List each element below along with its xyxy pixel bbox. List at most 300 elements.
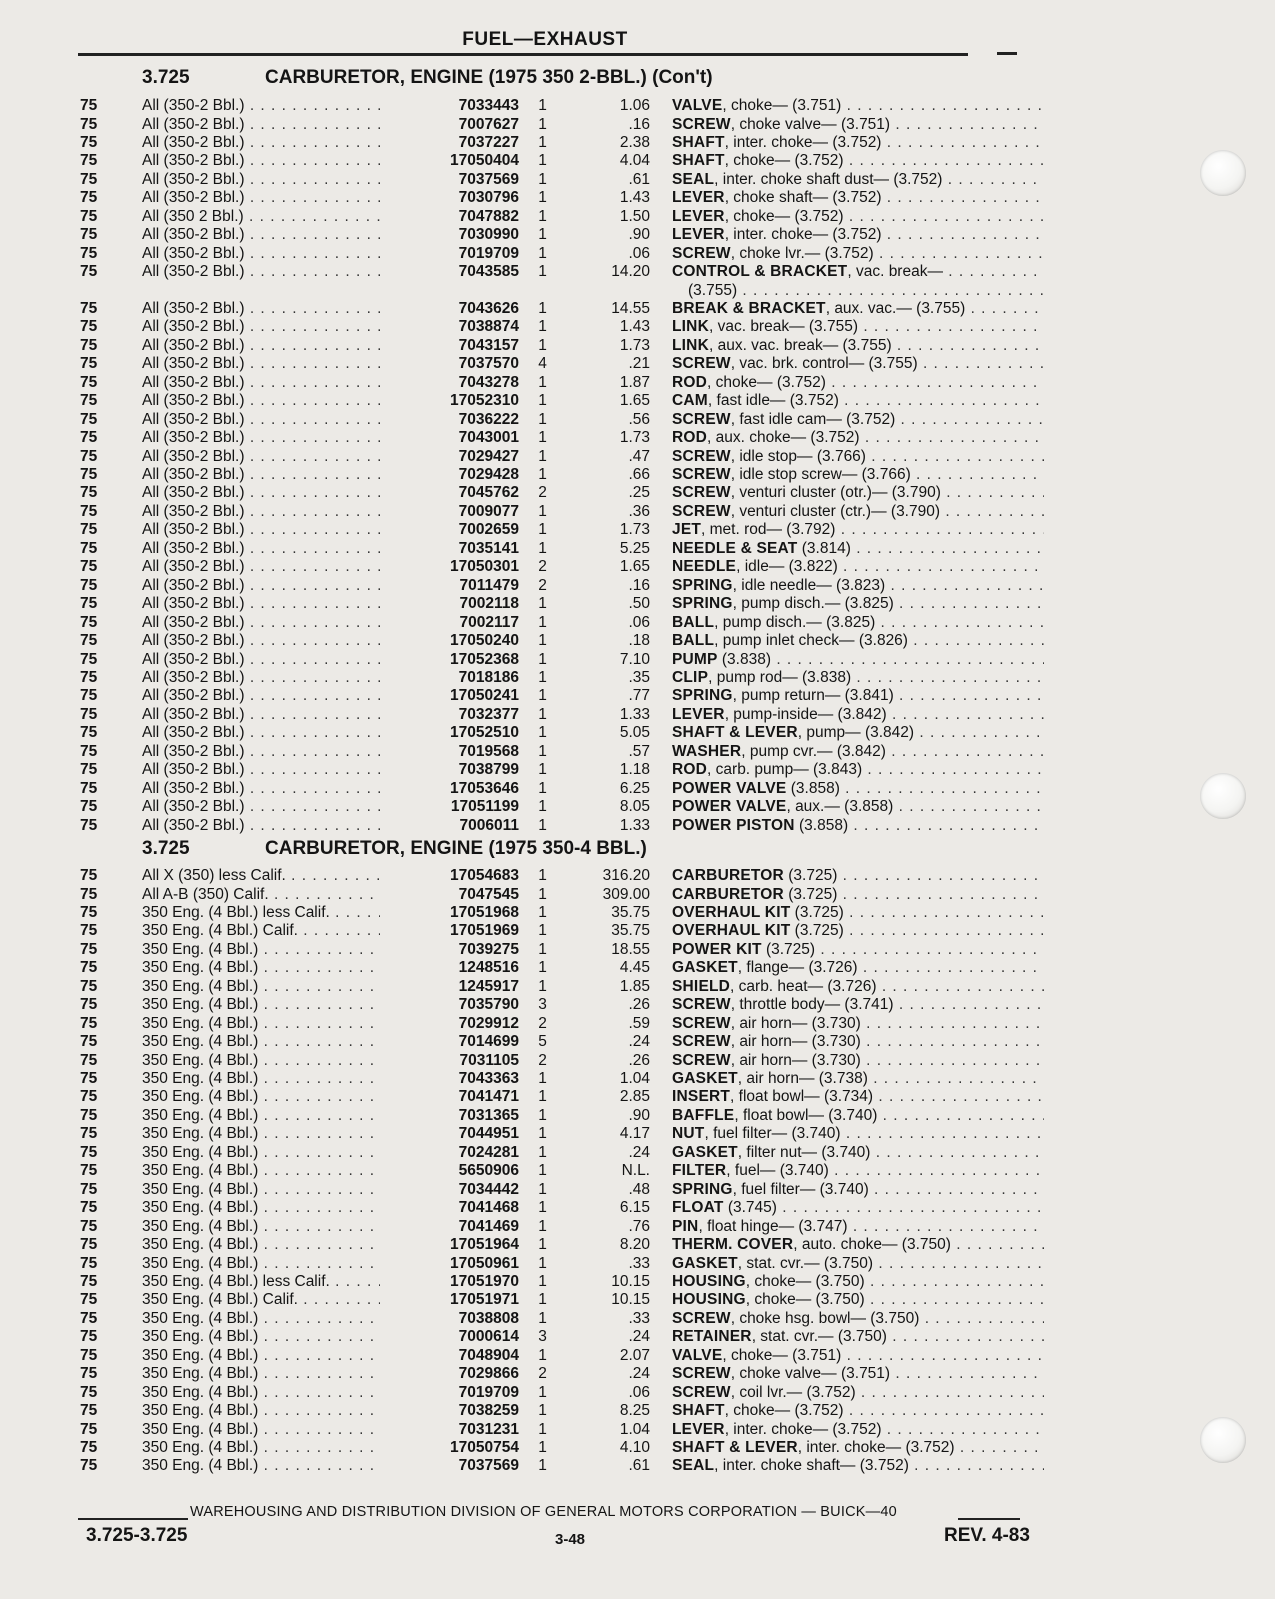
model-year: 75 [80,1420,98,1438]
table-row [0,921,1100,940]
quantity: 1 [538,1217,547,1235]
part-name: SCREW [672,1365,731,1383]
part-name: SEAL [672,1457,715,1475]
part-number: 7032377 [380,705,519,724]
part-name: SCREW [672,1051,731,1069]
part-detail: , pump-inside— (3.842) [724,705,887,723]
part-number: 17051964 [380,1235,519,1254]
part-number: 7043157 [380,336,519,355]
quantity: 1 [538,798,547,816]
model-year: 75 [80,226,98,244]
table-row [0,1401,1100,1420]
application: All (350-2 Bbl.) . . . [142,299,412,318]
part-detail: , pump cvr.— (3.842) [741,742,886,760]
application: 350 Eng. (4 Bbl.) Calif. . . . [142,921,412,940]
price: .24 [628,1365,650,1383]
part-description [672,207,1044,226]
application: All (350-2 Bbl.) . . . [142,686,412,705]
part-number: 7043001 [380,428,519,447]
part-number: 7033443 [380,96,519,115]
application: All (350-2 Bbl.) . . . [142,373,412,392]
part-description [672,317,1044,336]
part-name: VALVE [672,97,723,114]
quantity: 1 [538,466,547,483]
model-year: 75 [80,996,98,1014]
application: 350 Eng. (4 Bbl.) . . . [142,1364,412,1383]
part-detail: , float hinge— (3.747) [698,1217,848,1235]
price: 1.33 [619,705,650,723]
part-description [672,336,1044,355]
table-row [0,1272,1100,1291]
part-detail: , flange— (3.726) [737,959,858,977]
part-name: SCREW [672,355,731,373]
price: 6.15 [619,1199,650,1217]
model-year: 75 [80,1236,98,1253]
part-detail: , choke— (3.752) [724,207,844,225]
part-detail: , inter. choke— (3.752) [724,226,882,244]
footer-division-line [78,1504,1020,1524]
part-description [672,1364,1044,1383]
part-description [672,995,1044,1014]
quantity: 1 [538,816,547,834]
application: 350 Eng. (4 Bbl.) . . . [142,1456,412,1475]
price: .50 [628,595,650,613]
part-detail: , met. rod— (3.792) [701,521,836,539]
application: All (350-2 Bbl.) . . . [142,760,412,779]
part-name: LEVER [672,705,725,723]
part-description [672,1124,1044,1143]
application: 350 Eng. (4 Bbl.) . . . [142,995,412,1014]
part-number: 7039275 [380,940,519,959]
part-description [672,354,1044,373]
quantity: 1 [538,1457,547,1475]
price: 1.06 [619,97,650,114]
part-detail: , venturi cluster (otr.)— (3.790) [730,484,941,502]
price: 1.43 [619,189,650,207]
part-number: 7041471 [380,1087,519,1106]
part-description [672,1106,1044,1125]
part-number: 17051971 [380,1290,519,1309]
model-year: 75 [80,595,98,613]
part-description [672,1069,1044,1088]
model-year: 75 [80,447,98,465]
model-year: 75 [80,189,98,207]
table-row [0,1198,1100,1217]
part-detail: , pump rod— (3.838) [708,668,852,686]
part-name: NEEDLE [672,558,737,576]
part-number: 7007627 [380,115,519,134]
application: All (350-2 Bbl.) . . . [142,797,412,816]
part-detail: , inter. choke— (3.752) [724,133,882,151]
application: 350 Eng. (4 Bbl.) . . . [142,1032,412,1051]
part-description [672,686,1044,705]
part-number: 7043585 [380,262,519,281]
quantity: 1 [538,1309,547,1327]
model-year: 75 [80,668,98,686]
quantity: 1 [538,115,547,133]
part-detail: , air horn— (3.730) [730,1014,861,1032]
price: .24 [628,1328,650,1346]
table-row [0,1290,1100,1309]
quantity: 1 [538,1402,547,1419]
section-heading [0,838,1100,864]
table-row [0,1180,1100,1199]
part-name: SCREW [672,1033,731,1050]
part-description [672,576,1044,595]
part-name: SPRING [672,595,733,613]
price: .61 [628,1457,650,1475]
part-description [672,225,1044,244]
quantity: 2 [538,1051,547,1069]
part-number: 7044951 [380,1124,519,1143]
price: 10.15 [611,1291,650,1309]
application: All (350-2 Bbl.) . . . [142,262,412,281]
table-row [0,866,1100,885]
part-description [672,1198,1044,1217]
part-detail: , choke— (3.752) [707,373,826,391]
price: .90 [628,226,650,244]
model-year: 75 [80,1254,98,1272]
model-year: 75 [80,867,98,884]
part-name: BALL [672,632,715,649]
application: 350 Eng. (4 Bbl.) . . . [142,1161,412,1180]
part-detail: (3.725) [790,903,844,921]
part-number: 1248516 [380,958,519,977]
part-detail: , pump return— (3.841) [732,687,894,705]
quantity: 1 [538,1254,547,1272]
price: .33 [628,1309,650,1327]
part-name: VALVE [672,1346,723,1364]
price: 35.75 [611,922,650,940]
quantity: 1 [538,1272,547,1290]
price: .77 [628,687,650,705]
footer-section-range: 3.725-3.725 [86,1525,188,1546]
part-detail: , aux. vac. break— (3.755) [708,336,892,354]
quantity: 1 [538,1143,547,1161]
part-description [672,1309,1044,1328]
price: 1.65 [619,558,650,576]
part-description [672,1383,1044,1402]
part-description [672,977,1044,996]
table-row [0,576,1100,595]
quantity: 1 [538,1438,547,1456]
model-year: 75 [80,133,98,151]
part-number: 7019568 [380,742,519,761]
quantity: 1 [538,977,547,995]
price: 4.45 [619,959,650,977]
model-year: 75 [80,959,98,977]
part-number: 7035141 [380,539,519,558]
part-number: 7037227 [380,133,519,152]
part-number: 7038874 [380,317,519,336]
part-name: PUMP [672,650,718,668]
part-name: POWER KIT [672,940,762,958]
table-row [0,1143,1100,1162]
model-year: 75 [80,650,98,668]
footer-rule-left [78,1518,188,1520]
application: All (350-2 Bbl.) . . . [142,447,412,466]
table-row [0,1438,1100,1457]
section-heading [0,67,1100,93]
table-row [0,1309,1100,1328]
application: All (350 2 Bbl.) . . . [142,207,412,226]
part-name: SCREW [672,447,731,465]
table-row [0,1383,1100,1402]
table-row [0,539,1100,558]
quantity: 1 [538,779,547,797]
part-detail: , vac. break— [847,263,943,280]
part-name: CLIP [672,668,709,686]
part-name: SHAFT [672,152,725,170]
quantity: 1 [538,1420,547,1438]
quantity: 1 [538,410,547,428]
model-year: 75 [80,779,98,797]
part-number: 17052510 [380,723,519,742]
part-description [672,1051,1044,1070]
quantity: 1 [538,687,547,705]
footer-page-number: 3-48 [555,1531,586,1548]
price: .06 [628,244,650,262]
application: All (350-2 Bbl.) . . . [142,465,412,484]
part-description [672,1438,1044,1457]
part-number: 7030796 [380,188,519,207]
part-number: 7034442 [380,1180,519,1199]
model-year: 75 [80,373,98,391]
table-row [0,903,1100,922]
model-year: 75 [80,1438,98,1456]
quantity: 1 [538,1180,547,1198]
part-detail: (3.814) [797,539,851,557]
part-number: 7014699 [380,1032,519,1051]
part-name: THERM. COVER [672,1236,794,1253]
application: All (350-2 Bbl.) . . . [142,410,412,429]
quantity: 1 [538,502,547,520]
part-detail: , pump— (3.842) [797,724,915,742]
table-row [0,244,1100,263]
part-description [672,262,1044,281]
model-year: 75 [80,705,98,723]
part-detail: , idle stop screw— (3.766) [730,466,911,483]
part-detail: , idle— (3.822) [736,558,838,576]
application: All (350-2 Bbl.) . . . [142,705,412,724]
part-number: 7043626 [380,299,519,318]
part-description [672,1014,1044,1033]
model-year: 75 [80,263,98,280]
price: 1.85 [619,977,650,995]
model-year: 75 [80,1457,98,1475]
part-name: POWER PISTON [672,816,795,834]
part-number: 17052310 [380,391,519,410]
quantity: 1 [538,650,547,668]
part-name: ROD [672,373,708,391]
part-detail: , inter. choke— (3.752) [724,1420,882,1438]
application: All (350-2 Bbl.) . . . [142,631,412,650]
table-row [0,977,1100,996]
part-detail: , fuel filter— (3.740) [704,1125,841,1143]
quantity: 1 [538,429,547,447]
part-detail: (3.725) [790,922,844,940]
table-row [0,391,1100,410]
price: .33 [628,1254,650,1272]
part-detail: (3.745) [723,1199,777,1217]
part-detail: , fast idle cam— (3.752) [730,410,896,428]
model-year: 75 [80,539,98,557]
application: All (350-2 Bbl.) . . . [142,483,412,502]
section-number: 3.725 [142,838,190,859]
table-row [0,797,1100,816]
application: 350 Eng. (4 Bbl.) . . . [142,1051,412,1070]
application: 350 Eng. (4 Bbl.) . . . [142,1198,412,1217]
part-description [672,115,1044,134]
quantity: 1 [538,207,547,225]
quantity: 1 [538,152,547,170]
part-detail: (3.858) [794,816,849,834]
application: 350 Eng. (4 Bbl.) . . . [142,1217,412,1236]
price: .48 [628,1180,650,1198]
footer-division: WAREHOUSING AND DISTRIBUTION DIVISION OF GENERAL MOTORS CORPORATION — BUICK—40 [190,1504,897,1520]
quantity: 1 [538,742,547,760]
part-number: 17050241 [380,686,519,705]
part-description [672,650,1044,669]
table-row [0,1346,1100,1365]
part-description [672,921,1044,940]
price: 2.38 [619,133,650,151]
application: 350 Eng. (4 Bbl.) . . . [142,977,412,996]
application: All (350-2 Bbl.) . . . [142,668,412,687]
quantity: 1 [538,1070,547,1087]
price: 2.07 [619,1346,650,1364]
quantity: 1 [538,1125,547,1143]
header-rule [78,53,968,56]
model-year: 75 [80,1217,98,1235]
part-number: 7041468 [380,1198,519,1217]
application: All (350-2 Bbl.) . . . [142,594,412,613]
part-description [672,816,1044,835]
part-detail: , pump disch.— (3.825) [732,595,894,613]
quantity: 1 [538,940,547,958]
part-detail: , float bowl— (3.734) [730,1088,874,1106]
part-number: 17050301 [380,557,519,576]
part-description [672,520,1044,539]
quantity: 1 [538,922,547,940]
application: 350 Eng. (4 Bbl.) . . . [142,1180,412,1199]
part-detail: (3.725) [761,940,816,958]
part-description [672,188,1044,207]
part-name: SHAFT & LEVER [672,1438,798,1456]
model-year: 75 [80,1125,98,1143]
application: All (350-2 Bbl.) . . . [142,354,412,373]
price: .16 [628,115,650,133]
application: 350 Eng. (4 Bbl.) . . . [142,1087,412,1106]
part-description [672,958,1044,977]
part-description [672,428,1044,447]
table-row [0,613,1100,632]
application: 350 Eng. (4 Bbl.) . . . [142,940,412,959]
table-row [0,465,1100,484]
part-description [672,1235,1044,1254]
price: 316.20 [602,867,650,884]
part-detail: (3.725) [783,885,838,903]
part-description [672,742,1044,761]
part-detail: , choke— (3.752) [724,1402,844,1419]
part-detail: (3.838) [717,650,772,668]
table-row [0,447,1100,466]
part-detail: , aux.— (3.858) [786,798,894,816]
part-description [672,594,1044,613]
price: .24 [628,1033,650,1050]
model-year: 75 [80,613,98,631]
model-year: 75 [80,410,98,428]
part-detail: , choke— (3.751) [722,1346,842,1364]
application: 350 Eng. (4 Bbl.) . . . [142,1235,412,1254]
model-year: 75 [80,299,98,317]
part-detail: , aux. vac.— (3.755) [825,299,966,317]
model-year: 75 [80,429,98,447]
price: .36 [628,502,650,520]
table-row [0,207,1100,226]
part-description [672,410,1044,429]
part-number: 17051970 [380,1272,519,1291]
quantity: 2 [538,558,547,576]
part-detail: , choke— (3.751) [722,97,842,114]
header-dash [997,52,1017,55]
part-number: 7038799 [380,760,519,779]
table-row [0,594,1100,613]
part-description [672,1180,1044,1199]
part-name: CARBURETOR [672,867,784,884]
quantity: 1 [538,595,547,613]
application: All (350-2 Bbl.) . . . [142,133,412,152]
part-number: 7036222 [380,410,519,429]
quantity: 2 [538,1014,547,1032]
table-row [0,760,1100,779]
part-name: GASKET [672,1070,738,1087]
table-row [0,995,1100,1014]
quantity: 4 [538,355,547,373]
application: All (350-2 Bbl.) . . . [142,188,412,207]
application: All (350-2 Bbl.) . . . [142,244,412,263]
part-name: ROD [672,429,708,447]
table-row [0,1161,1100,1180]
part-detail: , choke— (3.750) [745,1291,865,1309]
model-year: 75 [80,170,98,188]
table-row [0,428,1100,447]
model-year: 75 [80,742,98,760]
application: 350 Eng. (4 Bbl.) less Calif. . . . [142,1272,412,1291]
model-year: 75 [80,761,98,779]
price: 14.55 [611,299,650,317]
part-number: 1245917 [380,977,519,996]
model-year: 75 [80,484,98,502]
model-year: 75 [80,244,98,262]
part-detail: (3.858) [786,779,840,797]
part-detail: , vac. break— (3.755) [708,318,859,336]
table-row [0,1069,1100,1088]
part-description [672,1143,1044,1162]
part-description [672,885,1044,904]
part-description [672,465,1044,484]
part-name: ROD [672,761,708,779]
part-name: SCREW [672,1014,731,1032]
part-detail: , choke lvr.— (3.752) [730,244,874,262]
table-row [0,336,1100,355]
quantity: 1 [538,885,547,903]
part-number: 7000614 [380,1327,519,1346]
model-year: 75 [80,1051,98,1069]
part-description [672,557,1044,576]
table-row [0,96,1100,115]
quantity: 1 [538,1088,547,1106]
